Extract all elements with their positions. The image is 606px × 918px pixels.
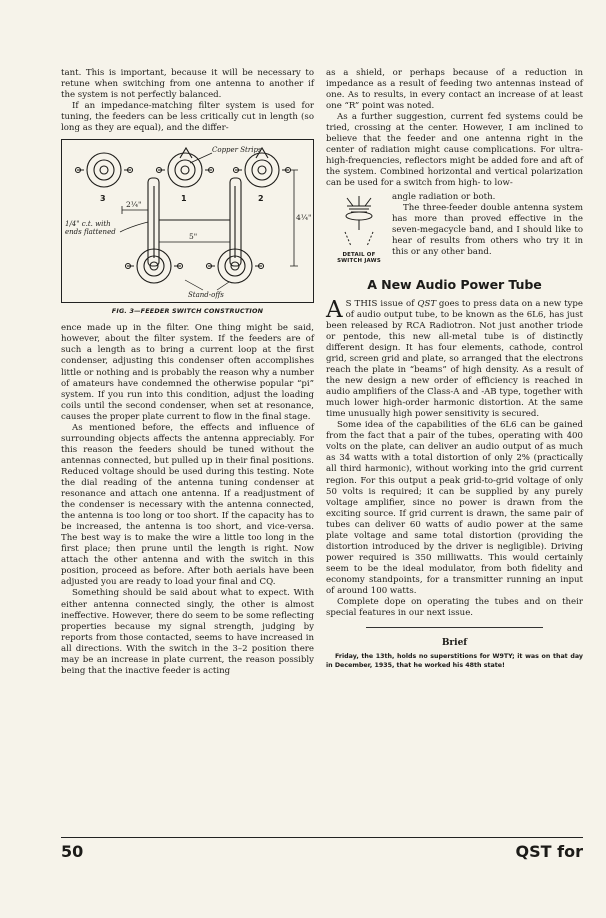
qst-reference: QST (417, 298, 437, 309)
body-paragraph: tant. This is important, because it will be necessary to retune when switching from one antenna to another if the system is not perfectly balanced. (61, 68, 314, 101)
lead-caps: S THIS issue of (345, 298, 415, 309)
position-2-label: 2 (258, 194, 264, 204)
switch-jaws-inset (326, 192, 583, 265)
dimension-2q-label: 2¼" (126, 200, 142, 210)
standoffs-label: Stand-offs (188, 291, 224, 300)
copper-strips-label: Copper Strips (212, 146, 262, 155)
body-paragraph: The three-feeder double antenna system has more than proved effective in the seven-megacycle band, and I should like to hear of results from others who try it in this or any other band. (392, 202, 583, 257)
center-tap-label-line-1: 1/4" c.t. with (65, 220, 111, 229)
body-paragraph: angle radiation or both. (392, 191, 496, 202)
position-1-label: 1 (181, 194, 187, 204)
figure-caption: FIG. 3—FEEDER SWITCH CONSTRUCTION (111, 307, 264, 316)
brief-title: Brief (441, 638, 468, 649)
body-paragraph: as a shield, or perhaps because of a reduction in impedance as a result of feeding two antennas instead of one. As to results, in every contact an increase of at least one “R” point was noted. (326, 68, 583, 112)
divider (366, 627, 543, 628)
running-title: QST for (515, 842, 583, 861)
drop-cap: A (326, 296, 343, 323)
right-column (326, 68, 583, 671)
switch-jaws-drawing (333, 192, 385, 250)
page-number: 50 (61, 842, 84, 861)
feeder-switch-figure (61, 139, 314, 303)
switch-jaws-figure (326, 192, 392, 265)
lead-paragraph (326, 296, 583, 421)
section-title: A New Audio Power Tube (367, 276, 542, 292)
body-paragraph: As a further suggestion, current fed systems could be tried, crossing at the center. However, I am inclined to believe that the feeder and one antenna right in the center of radiation might cause complications. For ultra-high-frequencies, reflectors might be added fore and aft of the system. Combined horizontal and vertical polarization can be used for a switch from high- to low- (326, 112, 583, 189)
lead-text: goes to press data on a new type of audio output tube, to be known as the 6L6, has just been released by RCA Radiotron. Not just another triode or pentode, this new all-metal tube is of distinctly different design. It has four elements, cathode, control grid, screen grid and plate, so arranged that the electrons reach the plate in “beams” of high density. As a result of the new design a new order of efficiency is reached in audio amplifiers of the Class-A and -AB type, together with much lower high-order harmonic distortion. At the same time unusually high power sensitivity is secured. (326, 298, 583, 420)
body-paragraph: Something should be said about what to expect. With either antenna connected singly, the other is almost ineffective. However, there do seem to be some reflecting properties because my signal strength, judging by reports from those contacted, seems to have increased in all directions. With the switch in the 3–2 position there may be an increase in plate current, the reason possibly being that the inactive feeder is acting (61, 588, 314, 676)
dimension-4q-label: 4¼" (296, 213, 312, 223)
feeder-switch-diagram (62, 140, 313, 302)
position-3-label: 3 (100, 194, 106, 204)
body-paragraph: ence made up in the filter. One thing might be said, however, about the filter system. If the feeders are of such a length as to bring a current loop at the first condenser, adjusting this condenser often accomplishes little or nothing and is probably the reason why a number of amateurs have condemned the otherwise popular “pi” system. If you run into this condition, adjust the loading coils until the second condenser, when set at resonance, causes the proper plate current to flow in the final stage. (61, 323, 314, 422)
center-tap-label-line-2: ends flattened (65, 228, 116, 237)
body-paragraph: Some idea of the capabilities of the 6L6 can be gained from the fact that a pair of the tubes, operating with 400 volts on the plate, can deliver an audio output of as much as 34 watts with a total distortion of only 2% (practically all third harmonic), without working into the grid current region. For this output a peak grid-to-grid voltage of only 50 volts is required; it can be supplied by any purely voltage amplifier, since no power is drawn from the exciting source. If grid current is drawn, the same pair of tubes can deliver 60 watts of audio power at the same plate voltage and same total distortion (providing the distortion introduced by the driver is negligible). Driving power required is 350 milliwatts. This would certainly seem to be the ideal modulator, from both fidelity and economy standpoints, for a transmitter running an input of around 100 watts. (326, 420, 583, 596)
switch-jaws-caption-line-2: SWITCH JAWS (337, 258, 381, 265)
footer-rule (61, 837, 583, 838)
body-paragraph: If an impedance-matching filter system is used for tuning, the feeders can be less critically cut in length (so long as they are equal), and the differ- (61, 101, 314, 134)
left-column (61, 68, 314, 677)
dimension-5-label: 5" (189, 232, 198, 242)
brief-text: Friday, the 13th, holds no superstitions for W9TY; it was on that day in December, 1935, that he worked his 48th state! (326, 653, 583, 670)
switch-jaws-caption-line-1: DETAIL OF (342, 251, 376, 258)
body-paragraph: As mentioned before, the effects and influence of surrounding objects affects the antenna appreciably. For this reason the feeders should be tuned without the antennas connected, but pulled up in their final positions. Reduced voltage should be used during this testing. Note the dial reading of the antenna tuning condenser at resonance and attach one antenna. If a readjustment of the condenser is necessary with the antenna connected, the antenna is too long or too short. If the capacity has to be increased, the antenna is too short, and vice-versa. The best way is to make the wire a little too long in the first place; then prune until the length is right. Now attach the other antenna and with the switch in this position, proceed as before. After both aerials have been adjusted you are ready to load your final and CQ. (61, 422, 314, 588)
inset-text (392, 192, 583, 265)
body-paragraph: Complete dope on operating the tubes and on their special features in our next issue. (326, 597, 583, 619)
